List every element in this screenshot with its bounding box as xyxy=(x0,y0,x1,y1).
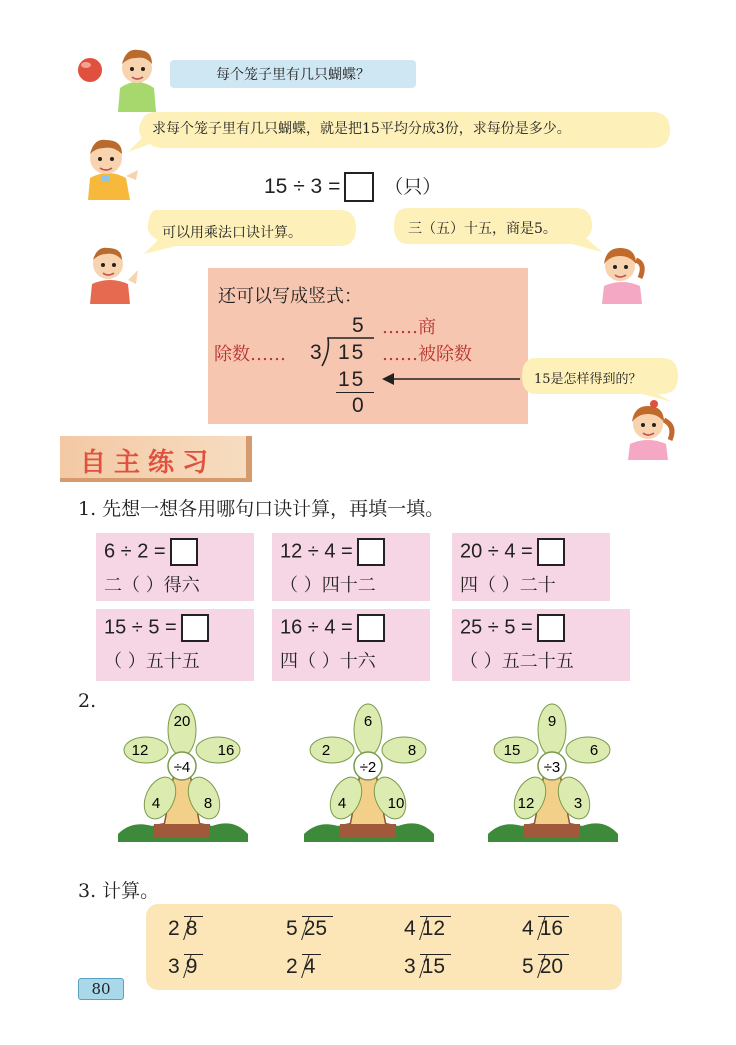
item-dividend: 12 xyxy=(420,916,451,941)
petal-top: 20 xyxy=(173,713,191,730)
quotient-label: ……商 xyxy=(382,317,436,338)
card-rhyme: 二（ ）得六 xyxy=(104,575,200,596)
item-dividend: 15 xyxy=(420,954,451,979)
item-dividend: 25 xyxy=(302,916,333,941)
item-dividend: 4 xyxy=(302,954,322,979)
petal-bottom-left: 4 xyxy=(337,795,347,812)
petal-bottom-left: 12 xyxy=(517,795,535,812)
item-divisor: 5 xyxy=(286,917,298,940)
ex3-title: 3. 计算。 xyxy=(78,880,160,902)
mill-center: ÷3 xyxy=(543,759,561,776)
dividend-label: ……被除数 xyxy=(382,344,472,365)
card-rhyme: 四（ ）十六 xyxy=(280,651,376,672)
division-item-1 xyxy=(168,916,203,941)
answer-box[interactable] xyxy=(357,538,385,566)
ex1-card-2 xyxy=(272,533,430,601)
division-item-7 xyxy=(404,954,451,979)
petal-right: 6 xyxy=(589,742,599,759)
card-equation: 12 ÷ 4 = xyxy=(280,540,353,563)
question-text: 每个笼子里有几只蝴蝶？ xyxy=(216,67,370,83)
division-item-3 xyxy=(404,916,451,941)
ex1-card-5 xyxy=(272,609,430,681)
card-rhyme: （ ）五十五 xyxy=(104,651,200,672)
arrow-icon xyxy=(380,372,522,386)
card-equation: 20 ÷ 4 = xyxy=(460,540,533,563)
question-bubble xyxy=(170,60,416,88)
petal-bottom-left: 4 xyxy=(151,795,161,812)
girl-avatar-icon xyxy=(596,242,648,304)
division-item-4 xyxy=(522,916,569,941)
section-title: 自主练习 xyxy=(80,448,217,478)
red-ball-icon xyxy=(76,56,104,84)
item-divisor: 4 xyxy=(404,917,416,940)
ex1-card-1 xyxy=(96,533,254,601)
petal-left: 15 xyxy=(503,742,521,759)
windmill-2 xyxy=(298,702,438,844)
ex2-title: 2. xyxy=(78,690,97,712)
item-divisor: 4 xyxy=(522,917,534,940)
division-item-8 xyxy=(522,954,569,979)
division-item-6 xyxy=(286,954,321,979)
boy-avatar-icon xyxy=(112,42,162,112)
explain-text: 求每个笼子里有几只蝴蝶，就是把15平均分成3份，求每份是多少。 xyxy=(152,121,571,137)
petal-left: 12 xyxy=(131,742,149,759)
item-divisor: 3 xyxy=(168,955,180,978)
windmill-1 xyxy=(112,702,252,844)
item-dividend: 9 xyxy=(184,954,204,979)
item-dividend: 20 xyxy=(538,954,569,979)
equation-text: 15 ÷ 3 = xyxy=(264,175,341,198)
mill-center: ÷4 xyxy=(173,759,191,776)
page-number-text: 80 xyxy=(91,980,111,998)
answer-box[interactable] xyxy=(181,614,209,642)
boy-speaking-icon xyxy=(78,128,140,200)
how-question-text: 15是怎样得到的？ xyxy=(534,372,642,387)
division-item-5 xyxy=(168,954,203,979)
main-equation xyxy=(264,172,441,202)
item-divisor: 2 xyxy=(168,917,180,940)
ex1-title: 1. 先想一想各用哪句口诀计算，再填一填。 xyxy=(78,498,445,520)
petal-right: 8 xyxy=(407,742,417,759)
card-equation: 25 ÷ 5 = xyxy=(460,616,533,639)
answer-box[interactable] xyxy=(357,614,385,642)
petal-top: 9 xyxy=(547,713,557,730)
item-divisor: 3 xyxy=(404,955,416,978)
answer-box[interactable] xyxy=(537,538,565,566)
division-item-2 xyxy=(286,916,333,941)
ex1-card-6 xyxy=(452,609,630,681)
item-divisor: 2 xyxy=(286,955,298,978)
petal-bottom-right: 10 xyxy=(387,795,405,812)
vertical-remainder: 0 xyxy=(352,394,364,417)
page-number xyxy=(78,978,124,1000)
vertical-rule xyxy=(336,392,374,393)
petal-bottom-right: 3 xyxy=(573,795,583,812)
answer-box[interactable] xyxy=(170,538,198,566)
item-divisor: 5 xyxy=(522,955,534,978)
card-equation: 15 ÷ 5 = xyxy=(104,616,177,639)
ex1-card-3 xyxy=(452,533,610,601)
petal-bottom-right: 8 xyxy=(203,795,213,812)
petal-right: 16 xyxy=(217,742,235,759)
divisor-label: 除数…… xyxy=(214,344,286,365)
vertical-product: 15 xyxy=(338,368,366,391)
card-equation: 16 ÷ 4 = xyxy=(280,616,353,639)
boy-pointing-icon xyxy=(84,240,140,304)
vertical-dividend: 15 xyxy=(338,341,366,364)
unit-text: （只） xyxy=(384,176,442,198)
card-rhyme: （ ）四十二 xyxy=(280,575,376,596)
left-tip-text: 可以用乘法口诀计算。 xyxy=(162,225,302,241)
item-dividend: 8 xyxy=(184,916,204,941)
answer-box[interactable] xyxy=(537,614,565,642)
card-rhyme: （ ）五二十五 xyxy=(460,651,574,672)
petal-left: 2 xyxy=(321,742,331,759)
ex1-card-4 xyxy=(96,609,254,681)
girl-thinking-icon xyxy=(618,398,680,460)
mill-center: ÷2 xyxy=(359,759,377,776)
vertical-quotient: 5 xyxy=(352,314,364,337)
vertical-title: 还可以写成竖式： xyxy=(218,286,362,307)
card-equation: 6 ÷ 2 = xyxy=(104,540,166,563)
answer-box[interactable] xyxy=(344,172,374,202)
windmill-3 xyxy=(482,702,622,844)
card-rhyme: 四（ ）二十 xyxy=(460,575,556,596)
petal-top: 6 xyxy=(363,713,373,730)
right-tip-text: 三（五）十五，商是5。 xyxy=(408,221,557,237)
vertical-divisor: 3 xyxy=(310,341,322,364)
item-dividend: 16 xyxy=(538,916,569,941)
